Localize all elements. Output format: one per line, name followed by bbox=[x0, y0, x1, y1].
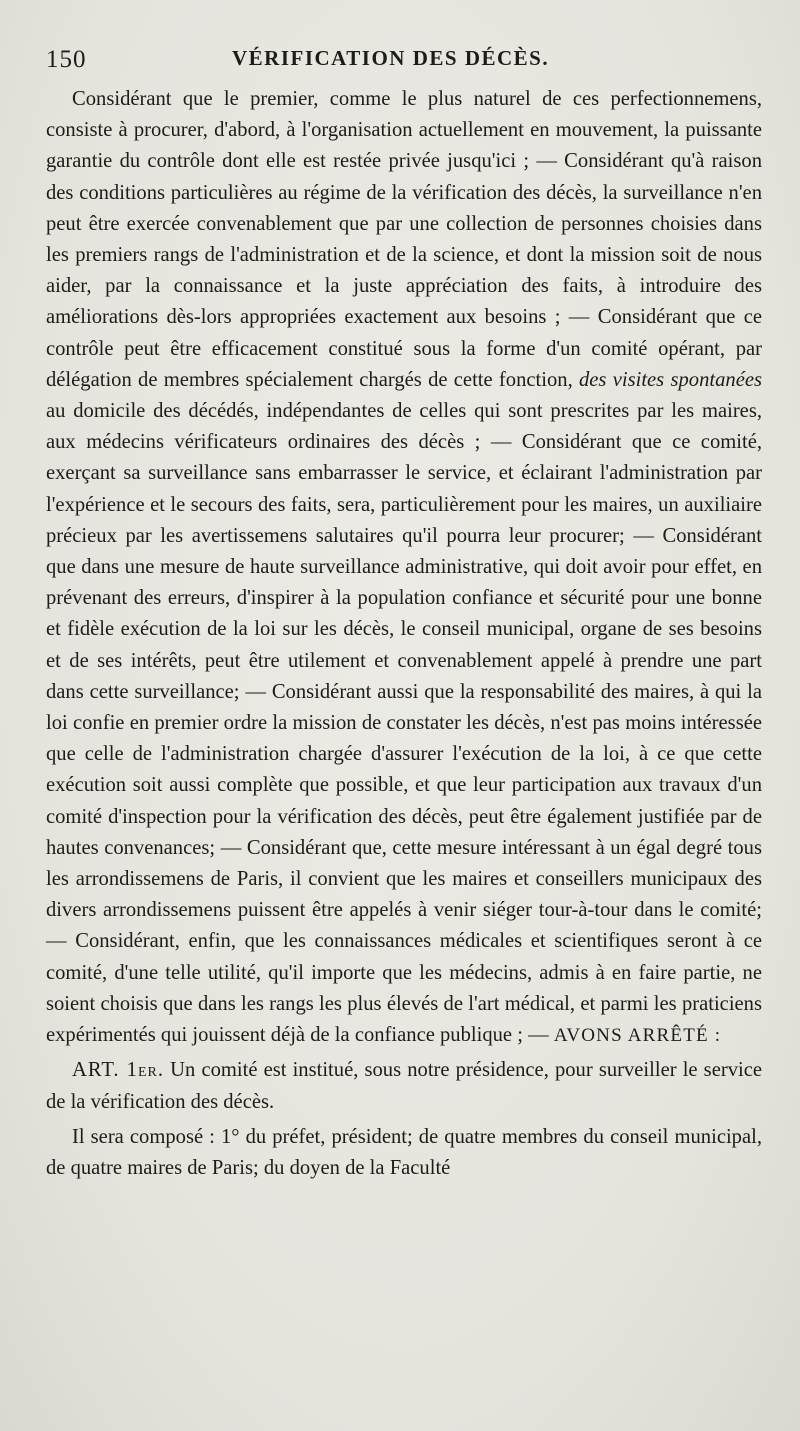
paragraph-article-1 bbox=[46, 1055, 762, 1117]
composition-text: Il sera composé : 1° du préfet, président; de quatre membres du conseil municipal, de quatre maires de Paris; du doyen de la Faculté bbox=[46, 1125, 762, 1179]
considerants-text: Considérant que le premier, comme le plus naturel de ces perfectionnemens, consiste à procurer, d'abord, à l'organisation actuellement en mouvement, la puissante garantie du contrôle dont elle est restée privée jusqu'ici ; — Considérant qu'à raison des conditions particulières au régime de la vérification des décès, la surveillance n'en peut être exercée convenablement que par une collection de personnes choisies dans les premiers rangs de l'administration et de la science, et dont la mission soit de nous aider, par la connaissance et la juste appréciation des faits, à introduire des améliorations dès-lors appropriées exactement aux besoins ; — Considérant que ce contrôle peut être efficacement constitué sous la forme d'un comité opérant, par délégation de membres spécialement chargés de cette fonction, bbox=[46, 88, 762, 391]
running-title: VÉRIFICATION DES DÉCÈS. bbox=[232, 46, 550, 70]
paragraph-composition bbox=[46, 1122, 762, 1184]
running-head bbox=[46, 40, 762, 80]
article-1-text: Un comité est institué, sous notre présidence, pour surveiller le service de la vérification des décès. bbox=[46, 1059, 762, 1113]
paragraph-considerants bbox=[46, 84, 762, 1051]
italic-phrase: des visites spontanées bbox=[579, 368, 762, 391]
avons-arrete: AVONS ARRÊTÉ : bbox=[553, 1025, 722, 1047]
article-label: ART. 1er. bbox=[72, 1059, 165, 1082]
page-number: 150 bbox=[46, 46, 87, 73]
considerants-continued: au domicile des décédés, indépendantes de celles qui sont prescrites par les maires, aux médecins vérificateurs ordinaires des décès ; — Considérant que ce comité, exerçant sa surveillance sans embarrasser le service, et éclairant l'administration par l'expérience et le secours des faits, sera, particulièrement pour les maires, un auxiliaire précieux par les avertissemens salutaires qu'il pourra leur procurer; — Considérant que dans une mesure de haute surveillance administrative, qui doit avoir pour effet, en prévenant des erreurs, d'inspirer à la population confiance et sécurité pour une bonne et fidèle exécution de la loi sur les décès, le conseil municipal, organe de ses besoins et de ses intérêts, peut être utilement et convenablement appelé à prendre une part dans cette surveillance; — Considérant aussi que la responsabilité des maires, à qui la loi confie en premier ordre la mission de constater les décès, n'est pas moins intéressée que celle de l'administration chargée d'assurer l'exécution de la loi, à ce que cette exécution soit aussi complète que possible, et que leur participation aux travaux d'un comité d'inspection pour la vérification des décès, peut être également justifiée par de hautes convenances; — Considérant que, cette mesure intéressant à un égal degré tous les arrondissemens de Paris, il convient que les maires et conseillers municipaux des divers arrondissemens puissent être appelés à venir siéger tour-à-tour dans le comité; — Considérant, enfin, que les connaissances médicales et scientifiques seront à ce comité, d'une telle utilité, qu'il importe que les médecins, admis à en faire partie, ne soient choisis que dans les rangs les plus élevés de l'art médical, et parmi les praticiens expérimentés qui jouissent déjà de la confiance publique ; — bbox=[46, 400, 762, 1047]
body-text bbox=[46, 84, 762, 1184]
